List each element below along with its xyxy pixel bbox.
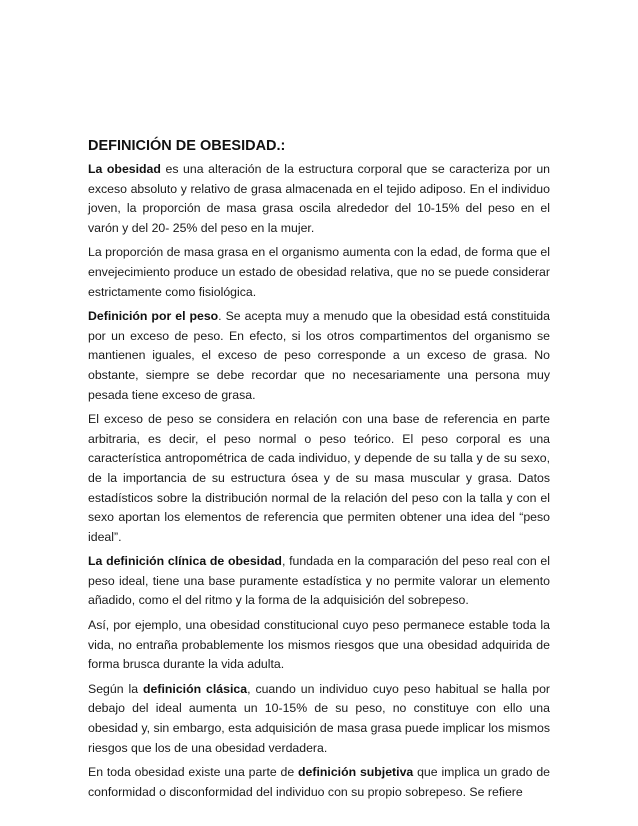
bold-term: definición subjetiva (298, 765, 414, 780)
bold-term: definición clásica (143, 681, 248, 696)
paragraph-text: , cuando un individuo cuyo peso habitual se halla por debajo del ideal aumenta un 10-15% de su peso, no constituye con ello una obesidad y, sin embargo, esta adquisición de masa grasa puede implicar los mismos riesgos que los de una obesidad verdadera. (88, 681, 551, 755)
paragraph-text: , fundada en la comparación del peso real con el peso ideal, tiene una base puramente estadística y no permite valorar un elemento añadido, como el del ritmo y la forma de la adquisición del sobrepeso. (88, 554, 550, 608)
paragraph (88, 552, 550, 611)
paragraph-text: En toda obesidad existe una parte de (88, 765, 299, 780)
paragraph (88, 763, 550, 802)
paragraph-text: Así, por ejemplo, una obesidad constitucional cuyo peso permanece estable toda la vida, no entraña probablemente los mismos riesgos que una obesidad adquirida de forma brusca durante la vida adulta. (88, 618, 550, 672)
paragraph-list (88, 160, 550, 802)
paragraph-text: . Se acepta muy a menudo que la obesidad está constituida por un exceso de peso. En efecto, si los otros compartimentos del organismo se mantienen iguales, el exceso de peso corresponde a un exceso de grasa. No obstante, siempre se debe recordar que no necesariamente una persona muy pesada tiene exceso de grasa. (88, 309, 550, 402)
paragraph (88, 616, 550, 675)
paragraph (88, 410, 550, 547)
bold-term: La obesidad (88, 162, 161, 176)
paragraph (88, 160, 550, 238)
bold-term: Definición por el peso (88, 309, 219, 324)
paragraph (88, 307, 550, 405)
paragraph (88, 243, 550, 302)
paragraph-text: es una alteración de la estructura corporal que se caracteriza por un exceso absoluto y relativo de grasa almacenada en el tejido adiposo. En el individuo joven, la proporción de masa grasa oscila alrededor del 10-15% del peso en el varón y del 20- 25% del peso en la mujer. (88, 162, 551, 235)
paragraph-text: que implica un grado de conformidad o disconformidad del individuo con su propio sobrepeso. Se refiere (88, 765, 551, 799)
document-body (88, 136, 550, 807)
paragraph-text: El exceso de peso se considera en relación con una base de referencia en parte arbitraria, es decir, el peso normal o peso teórico. El peso corporal es una característica antropométrica de cada individuo, y depende de su talla y de su sexo, de la importancia de su estructura ósea y de su masa muscular y grasa. Datos estadísticos sobre la distribución normal de la relación del peso con la talla y con el sexo aportan los elementos de referencia que permiten obtener una idea del “peso ideal”. (88, 412, 550, 544)
bold-term: La definición clínica de obesidad (88, 554, 282, 569)
paragraph-text: La proporción de masa grasa en el organismo aumenta con la edad, de forma que el envejecimiento produce un estado de obesidad relativa, que no se puede considerar estrictamente como fisiológica. (88, 245, 550, 299)
document-title: DEFINICIÓN DE OBESIDAD.: (88, 138, 286, 154)
paragraph-text: Según la (88, 681, 144, 696)
paragraph (88, 680, 550, 758)
